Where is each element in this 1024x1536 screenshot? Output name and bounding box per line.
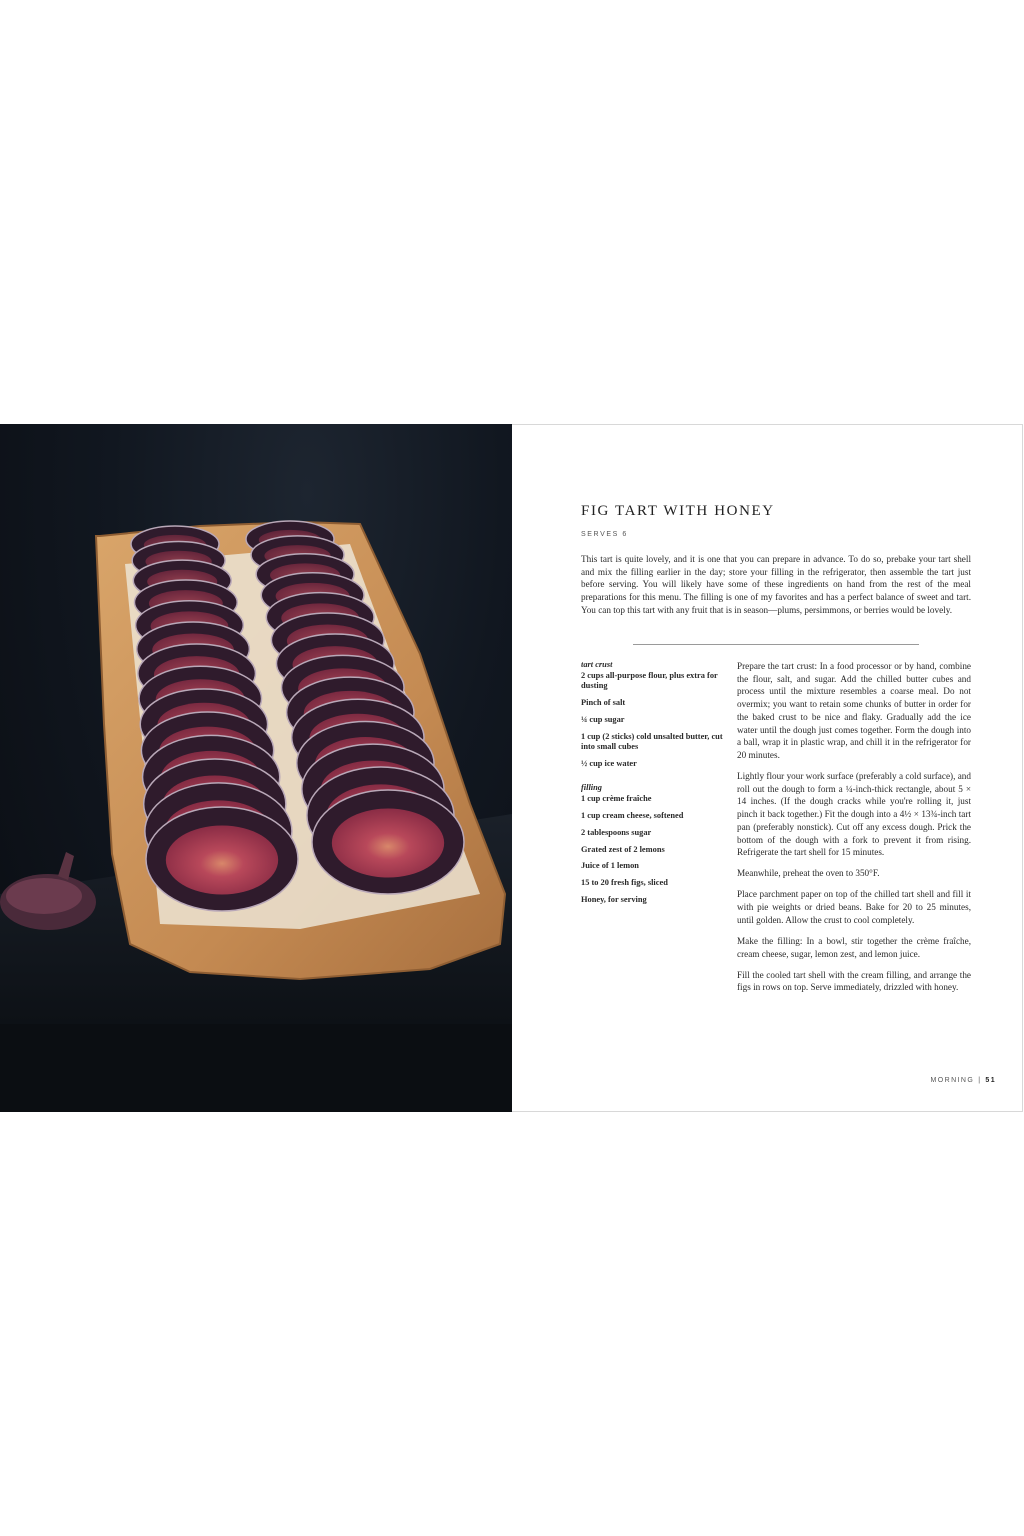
serves-label: SERVES 6 <box>581 531 628 538</box>
ingredient-item: Honey, for serving <box>581 895 647 905</box>
method-step: Lightly flour your work surface (preferably a cold surface), and roll out the dough to form a ¼-inch-thick rectangle, about 5 × 14 inches. (If the dough cracks while you're rolling it, just pinch it back together.) Fit the dough into a 4½ × 13¾-inch tart pan (preferably nonstick). Cut off any excess dough. Prick the bottom of the dough with a fork to prevent it from rising. Refrigerate the tart shell for 15 minutes. <box>737 771 971 858</box>
ingredient-item: ¼ cup sugar <box>581 714 625 724</box>
fig-slice-flesh <box>332 808 444 877</box>
divider-rule <box>633 644 919 645</box>
filling-heading: filling <box>581 783 602 793</box>
section-name: MORNING <box>930 1077 975 1084</box>
ingredient-item: 2 tablespoons sugar <box>581 827 652 837</box>
method-steps <box>737 660 971 1003</box>
recipe-title: FIG TART WITH HONEY <box>581 503 775 519</box>
ingredient-item: 15 to 20 fresh figs, sliced <box>581 878 668 888</box>
footer-separator: | <box>978 1077 982 1084</box>
method-step: Make the filling: In a bowl, stir together the crème fraîche, cream cheese, sugar, lemon zest, and lemon juice. <box>737 935 971 959</box>
recipe-intro: This tart is quite lovely, and it is one that you can prepare in advance. To do so, prebake your tart shell and mix the filling earlier in the day; store your filling in the refrigerator, then assemble the tart just before serving. You will likely have some of these ingredients on hand from the rest of the meal preparations for this menu. The filling is one of my favorites and has a perfect balance of sweet and tart. You can top this tart with any fruit that is in season—plums, persimmons, or berries would be lovely. <box>581 554 971 615</box>
page-number: 51 <box>985 1077 996 1084</box>
crust-heading: tart crust <box>581 660 613 669</box>
page-footer <box>931 1077 996 1084</box>
ingredient-item: 2 cups all-purpose flour, plus extra for dusting <box>581 670 718 691</box>
ingredient-item: 1 cup (2 sticks) cold unsalted butter, cut into small cubes <box>581 731 723 752</box>
ingredient-list <box>581 660 726 912</box>
ingredient-item: 1 cup cream cheese, softened <box>581 810 684 820</box>
method-step: Place parchment paper on top of the chilled tart shell and fill it with pie weights or dried beans. Bake for 20 to 25 minutes, until golden. Allow the crust to cool completely. <box>737 889 971 925</box>
ingredient-item: Grated zest of 2 lemons <box>581 844 665 854</box>
fig-slice-flesh <box>166 825 278 894</box>
ingredient-item: 1 cup crème fraîche <box>581 793 652 803</box>
fig-slices <box>131 521 464 911</box>
whole-fig <box>0 852 96 930</box>
method-step: Meanwhile, preheat the oven to 350°F. <box>737 868 880 879</box>
method-step: Fill the cooled tart shell with the cream filling, and arrange the figs in rows on top. Serve immediately, drizzled with honey. <box>737 969 971 993</box>
table-surface <box>0 1024 512 1112</box>
recipe-page <box>512 424 1023 1112</box>
fig-tart-photo <box>0 424 512 1112</box>
method-step: Prepare the tart crust: In a food processor or by hand, combine the flour, salt, and sugar. Add the chilled butter cubes and process until the mixture resembles a coarse meal. Do not overmix; you want to retain some chunks of butter in order for the baked crust to be nice and flaky. Gradually add the ice water until the dough just comes together. Form the dough into a ball, wrap it in plastic wrap, and chill it in the refrigerator for 20 minutes. <box>737 661 971 760</box>
ingredient-item: Juice of 1 lemon <box>581 861 639 871</box>
ingredient-item: ½ cup ice water <box>581 759 637 769</box>
book-spread <box>0 424 1024 1112</box>
fig-tart-illustration <box>0 424 512 1112</box>
ingredient-item: Pinch of salt <box>581 698 626 708</box>
